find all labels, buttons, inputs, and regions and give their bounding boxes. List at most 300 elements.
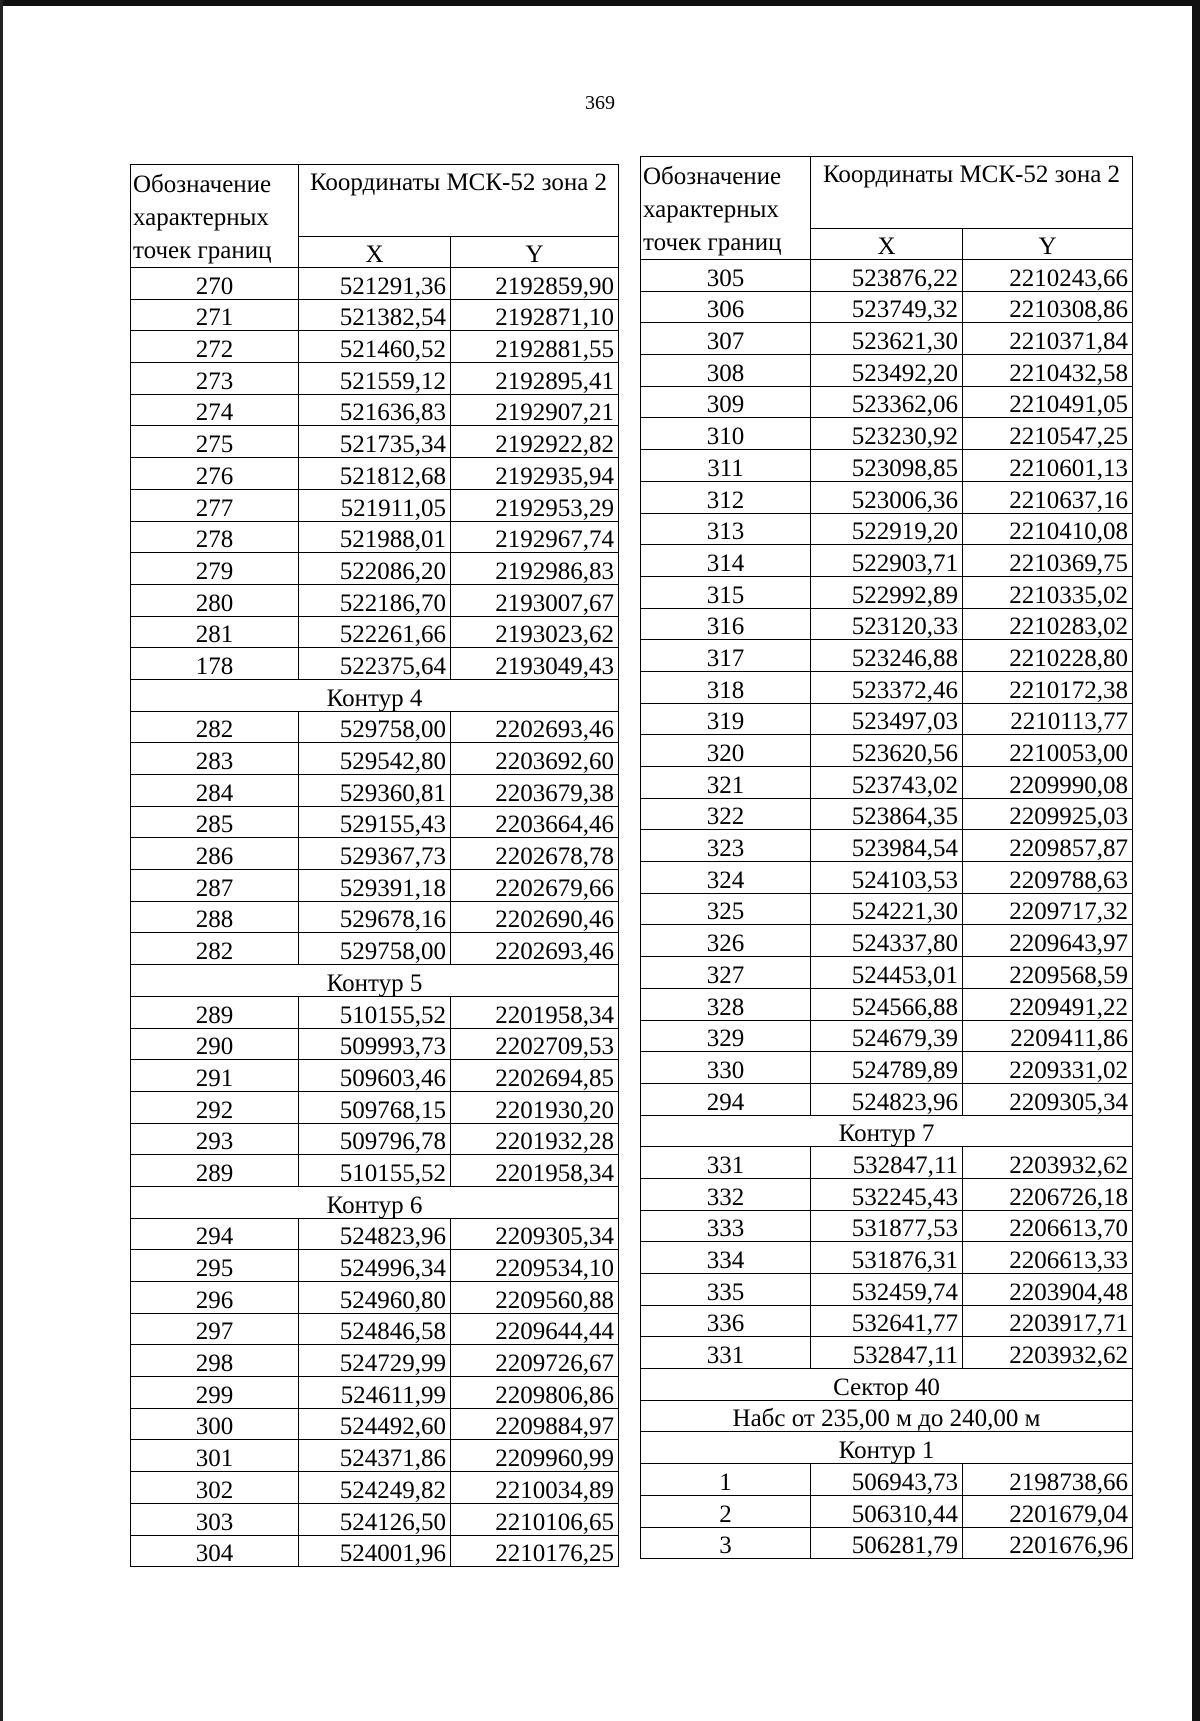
scan-border-left: [0, 0, 3, 1721]
header-label: Обозначение характерных точек границ: [641, 157, 811, 260]
coord-y: 2209884,97: [451, 1408, 619, 1440]
section-row: [641, 1115, 1133, 1147]
coord-x: 510155,52: [299, 996, 451, 1028]
header-y: Y: [451, 237, 619, 268]
point-id: 316: [641, 608, 811, 640]
coord-x: 524611,99: [299, 1377, 451, 1409]
section-row: [131, 679, 619, 711]
coord-y: 2203679,38: [451, 775, 619, 807]
coord-y: 2198738,66: [963, 1464, 1133, 1496]
coord-y: 2210308,86: [963, 291, 1133, 323]
point-id: 286: [131, 838, 299, 870]
coord-x: 521559,12: [299, 363, 451, 395]
coord-x: 529155,43: [299, 806, 451, 838]
coord-y: 2192967,74: [451, 521, 619, 553]
table-row: [641, 608, 1133, 640]
table-row: [131, 331, 619, 363]
point-id: 315: [641, 576, 811, 608]
coordinates-table-left: [130, 164, 619, 1567]
coord-y: 2201679,04: [963, 1495, 1133, 1527]
table-row: [131, 775, 619, 807]
point-id: 292: [131, 1091, 299, 1123]
coord-x: 521291,36: [299, 268, 451, 300]
table-row: [641, 1305, 1133, 1337]
header-y: Y: [963, 229, 1133, 260]
table-row: [641, 291, 1133, 323]
point-id: 319: [641, 703, 811, 735]
point-id: 328: [641, 988, 811, 1020]
coord-y: 2210547,25: [963, 418, 1133, 450]
point-id: 325: [641, 893, 811, 925]
point-id: 294: [641, 1083, 811, 1115]
coord-y: 2203692,60: [451, 743, 619, 775]
point-id: 282: [131, 711, 299, 743]
table-row: [641, 703, 1133, 735]
table-row: [131, 870, 619, 902]
section-row: [131, 1186, 619, 1218]
table-row: [131, 616, 619, 648]
coord-x: 522086,20: [299, 553, 451, 585]
coord-x: 523362,06: [811, 386, 963, 418]
coord-y: 2203932,62: [963, 1147, 1133, 1179]
point-id: 285: [131, 806, 299, 838]
point-id: 312: [641, 481, 811, 513]
coord-y: 2209331,02: [963, 1052, 1133, 1084]
table-body-right: [641, 260, 1133, 1559]
point-id: 309: [641, 386, 811, 418]
table-row: [131, 933, 619, 965]
coord-y: 2202694,85: [451, 1060, 619, 1092]
coord-y: 2209568,59: [963, 957, 1133, 989]
coord-x: 523120,33: [811, 608, 963, 640]
coord-x: 524960,80: [299, 1282, 451, 1314]
scan-border-right: [1192, 0, 1200, 1721]
coord-x: 522903,71: [811, 545, 963, 577]
table-row: [131, 838, 619, 870]
table-row: [131, 1155, 619, 1187]
point-id: 321: [641, 767, 811, 799]
table-row: [131, 553, 619, 585]
point-id: 290: [131, 1028, 299, 1060]
coord-y: 2210113,77: [963, 703, 1133, 735]
coord-y: 2202693,46: [451, 711, 619, 743]
table-row: [641, 450, 1133, 482]
coord-x: 509993,73: [299, 1028, 451, 1060]
coord-x: 523621,30: [811, 323, 963, 355]
point-id: 306: [641, 291, 811, 323]
coord-x: 521988,01: [299, 521, 451, 553]
coord-y: 2192881,55: [451, 331, 619, 363]
coord-y: 2202690,46: [451, 901, 619, 933]
coord-x: 524126,50: [299, 1503, 451, 1535]
point-id: 333: [641, 1210, 811, 1242]
point-id: 291: [131, 1060, 299, 1092]
table-row: [641, 830, 1133, 862]
point-id: 331: [641, 1337, 811, 1369]
table-row: [131, 268, 619, 300]
table-row: [641, 1527, 1133, 1559]
coordinates-table-right: [640, 156, 1133, 1559]
point-id: 294: [131, 1218, 299, 1250]
table-row: [131, 1091, 619, 1123]
coord-x: 506310,44: [811, 1495, 963, 1527]
point-id: 300: [131, 1408, 299, 1440]
point-id: 273: [131, 363, 299, 395]
table-row: [641, 640, 1133, 672]
point-id: 293: [131, 1123, 299, 1155]
table-row: [131, 996, 619, 1028]
point-id: 289: [131, 1155, 299, 1187]
table-row: [641, 767, 1133, 799]
table-row: [641, 862, 1133, 894]
point-id: 324: [641, 862, 811, 894]
point-id: 287: [131, 870, 299, 902]
coord-x: 523246,88: [811, 640, 963, 672]
coord-y: 2210172,38: [963, 671, 1133, 703]
point-id: 283: [131, 743, 299, 775]
coord-y: 2203904,48: [963, 1274, 1133, 1306]
coord-y: 2193023,62: [451, 616, 619, 648]
table-row: [641, 1242, 1133, 1274]
coord-y: 2206613,33: [963, 1242, 1133, 1274]
coord-x: 509768,15: [299, 1091, 451, 1123]
coord-y: 2203917,71: [963, 1305, 1133, 1337]
coord-x: 521382,54: [299, 299, 451, 331]
coord-y: 2202709,53: [451, 1028, 619, 1060]
table-row: [131, 1440, 619, 1472]
coord-y: 2201958,34: [451, 1155, 619, 1187]
point-id: 336: [641, 1305, 811, 1337]
coord-y: 2210034,89: [451, 1472, 619, 1504]
table-row: [131, 1218, 619, 1250]
table-row: [131, 458, 619, 490]
table-row: [641, 513, 1133, 545]
table-row: [131, 394, 619, 426]
coord-x: 529367,73: [299, 838, 451, 870]
coord-x: 532459,74: [811, 1274, 963, 1306]
table-row: [641, 798, 1133, 830]
coord-x: 521911,05: [299, 489, 451, 521]
coord-x: 529678,16: [299, 901, 451, 933]
coord-x: 521735,34: [299, 426, 451, 458]
table-row: [641, 1274, 1133, 1306]
point-id: 299: [131, 1377, 299, 1409]
header-coords: Координаты МСК-52 зона 2: [299, 165, 619, 237]
coord-y: 2192922,82: [451, 426, 619, 458]
table-row: [641, 386, 1133, 418]
coord-y: 2210106,65: [451, 1503, 619, 1535]
point-id: 297: [131, 1313, 299, 1345]
table-row: [131, 743, 619, 775]
coord-x: 523497,03: [811, 703, 963, 735]
scan-border-top: [0, 0, 1200, 6]
table-row: [641, 323, 1133, 355]
header-x: X: [299, 237, 451, 268]
coord-x: 521812,68: [299, 458, 451, 490]
coord-y: 2192986,83: [451, 553, 619, 585]
coord-y: 2209643,97: [963, 925, 1133, 957]
point-id: 329: [641, 1020, 811, 1052]
point-id: 3: [641, 1527, 811, 1559]
point-id: 272: [131, 331, 299, 363]
table-row: [131, 1282, 619, 1314]
point-id: 320: [641, 735, 811, 767]
coord-y: 2209806,86: [451, 1377, 619, 1409]
point-id: 279: [131, 553, 299, 585]
section-row: [641, 1369, 1133, 1401]
table-row: [131, 1472, 619, 1504]
table-row: [641, 957, 1133, 989]
section-row: [131, 965, 619, 997]
point-id: 277: [131, 489, 299, 521]
coord-y: 2210369,75: [963, 545, 1133, 577]
coord-x: 509796,78: [299, 1123, 451, 1155]
point-id: 310: [641, 418, 811, 450]
table-row: [131, 1503, 619, 1535]
coord-y: 2210053,00: [963, 735, 1133, 767]
point-id: 331: [641, 1147, 811, 1179]
coord-y: 2202678,78: [451, 838, 619, 870]
point-id: 305: [641, 260, 811, 292]
coord-y: 2210176,25: [451, 1535, 619, 1567]
header-x: X: [811, 229, 963, 260]
coord-y: 2210283,02: [963, 608, 1133, 640]
coord-x: 523876,22: [811, 260, 963, 292]
coord-y: 2210228,80: [963, 640, 1133, 672]
table-row: [131, 426, 619, 458]
coord-x: 521636,83: [299, 394, 451, 426]
point-id: 323: [641, 830, 811, 862]
table-row: [641, 1020, 1133, 1052]
coord-y: 2210432,58: [963, 355, 1133, 387]
coord-y: 2209717,32: [963, 893, 1133, 925]
coord-y: 2192935,94: [451, 458, 619, 490]
table-row: [131, 1345, 619, 1377]
coord-y: 2209305,34: [451, 1218, 619, 1250]
coord-y: 2192871,10: [451, 299, 619, 331]
coord-y: 2193007,67: [451, 584, 619, 616]
table-row: [131, 806, 619, 838]
coord-x: 523749,32: [811, 291, 963, 323]
table-row: [641, 355, 1133, 387]
table-row: [131, 648, 619, 680]
table-row: [131, 901, 619, 933]
table-row: [131, 1313, 619, 1345]
point-id: 282: [131, 933, 299, 965]
table-row: [131, 1535, 619, 1567]
point-id: 284: [131, 775, 299, 807]
coord-x: 523984,54: [811, 830, 963, 862]
table-row: [641, 988, 1133, 1020]
coord-y: 2192859,90: [451, 268, 619, 300]
coord-y: 2201930,20: [451, 1091, 619, 1123]
point-id: 271: [131, 299, 299, 331]
table-row: [131, 1123, 619, 1155]
coord-y: 2209788,63: [963, 862, 1133, 894]
coord-x: 524729,99: [299, 1345, 451, 1377]
coord-x: 523372,46: [811, 671, 963, 703]
coord-x: 524823,96: [811, 1083, 963, 1115]
table-body-left: [131, 268, 619, 1567]
coord-x: 523230,92: [811, 418, 963, 450]
point-id: 280: [131, 584, 299, 616]
coord-x: 524996,34: [299, 1250, 451, 1282]
point-id: 275: [131, 426, 299, 458]
coord-y: 2209726,67: [451, 1345, 619, 1377]
coord-y: 2210491,05: [963, 386, 1133, 418]
coord-y: 2209857,87: [963, 830, 1133, 862]
coord-x: 523864,35: [811, 798, 963, 830]
coord-y: 2203932,62: [963, 1337, 1133, 1369]
table-row: [131, 1028, 619, 1060]
point-id: 301: [131, 1440, 299, 1472]
point-id: 307: [641, 323, 811, 355]
coord-x: 509603,46: [299, 1060, 451, 1092]
coord-y: 2209644,44: [451, 1313, 619, 1345]
coord-x: 524249,82: [299, 1472, 451, 1504]
coord-x: 529758,00: [299, 933, 451, 965]
coord-x: 510155,52: [299, 1155, 451, 1187]
coord-y: 2209411,86: [963, 1020, 1133, 1052]
table-row: [131, 489, 619, 521]
table-row: [131, 711, 619, 743]
table-row: [641, 1147, 1133, 1179]
coord-x: 524103,53: [811, 862, 963, 894]
coord-x: 524492,60: [299, 1408, 451, 1440]
coord-y: 2193049,43: [451, 648, 619, 680]
coord-x: 522375,64: [299, 648, 451, 680]
point-id: 326: [641, 925, 811, 957]
coord-y: 2209491,22: [963, 988, 1133, 1020]
table-row: [641, 893, 1133, 925]
coord-x: 522992,89: [811, 576, 963, 608]
coord-y: 2202693,46: [451, 933, 619, 965]
coord-x: 531877,53: [811, 1210, 963, 1242]
table-row: [131, 1060, 619, 1092]
point-id: 270: [131, 268, 299, 300]
section-row: [641, 1400, 1133, 1432]
coord-x: 529360,81: [299, 775, 451, 807]
point-id: 313: [641, 513, 811, 545]
point-id: 330: [641, 1052, 811, 1084]
point-id: 335: [641, 1274, 811, 1306]
coord-y: 2201676,96: [963, 1527, 1133, 1559]
point-id: 334: [641, 1242, 811, 1274]
table-row: [641, 1083, 1133, 1115]
table-row: [641, 1495, 1133, 1527]
table-row: [641, 1052, 1133, 1084]
coord-y: 2209925,03: [963, 798, 1133, 830]
table-row: [641, 260, 1133, 292]
table-row: [131, 363, 619, 395]
coord-y: 2202679,66: [451, 870, 619, 902]
coord-x: 524371,86: [299, 1440, 451, 1472]
coord-x: 531876,31: [811, 1242, 963, 1274]
table-row: [641, 1178, 1133, 1210]
coord-y: 2209990,08: [963, 767, 1133, 799]
coord-x: 521460,52: [299, 331, 451, 363]
coord-x: 524453,01: [811, 957, 963, 989]
section-title: Контур 4: [131, 679, 619, 711]
coord-x: 529758,00: [299, 711, 451, 743]
table-row: [641, 1464, 1133, 1496]
point-id: 327: [641, 957, 811, 989]
point-id: 2: [641, 1495, 811, 1527]
coord-x: 524566,88: [811, 988, 963, 1020]
coord-x: 506943,73: [811, 1464, 963, 1496]
point-id: 311: [641, 450, 811, 482]
point-id: 278: [131, 521, 299, 553]
coord-x: 523006,36: [811, 481, 963, 513]
coord-x: 506281,79: [811, 1527, 963, 1559]
coord-y: 2192895,41: [451, 363, 619, 395]
coord-y: 2210601,13: [963, 450, 1133, 482]
point-id: 276: [131, 458, 299, 490]
table-row: [641, 418, 1133, 450]
table-row: [641, 925, 1133, 957]
table-row: [131, 1250, 619, 1282]
coord-x: 523492,20: [811, 355, 963, 387]
section-row: [641, 1432, 1133, 1464]
coord-y: 2206726,18: [963, 1178, 1133, 1210]
coord-x: 522261,66: [299, 616, 451, 648]
coord-y: 2192907,21: [451, 394, 619, 426]
page-number: 369: [585, 92, 615, 114]
coord-y: 2210243,66: [963, 260, 1133, 292]
coord-x: 532847,11: [811, 1337, 963, 1369]
coord-x: 529391,18: [299, 870, 451, 902]
coord-y: 2210371,84: [963, 323, 1133, 355]
point-id: 314: [641, 545, 811, 577]
table-row: [131, 584, 619, 616]
coord-y: 2206613,70: [963, 1210, 1133, 1242]
point-id: 178: [131, 648, 299, 680]
coord-y: 2201932,28: [451, 1123, 619, 1155]
coord-y: 2209305,34: [963, 1083, 1133, 1115]
coord-y: 2209960,99: [451, 1440, 619, 1472]
coord-y: 2210637,16: [963, 481, 1133, 513]
point-id: 322: [641, 798, 811, 830]
coord-x: 523743,02: [811, 767, 963, 799]
coord-x: 524679,39: [811, 1020, 963, 1052]
point-id: 302: [131, 1472, 299, 1504]
coord-x: 522919,20: [811, 513, 963, 545]
table-row: [641, 735, 1133, 767]
coord-x: 522186,70: [299, 584, 451, 616]
coord-y: 2209560,88: [451, 1282, 619, 1314]
point-id: 304: [131, 1535, 299, 1567]
coord-x: 524846,58: [299, 1313, 451, 1345]
coord-y: 2210410,08: [963, 513, 1133, 545]
coord-x: 523620,56: [811, 735, 963, 767]
coord-y: 2210335,02: [963, 576, 1133, 608]
coord-x: 524001,96: [299, 1535, 451, 1567]
point-id: 1: [641, 1464, 811, 1496]
coord-x: 524823,96: [299, 1218, 451, 1250]
table-row: [641, 576, 1133, 608]
coord-y: 2209534,10: [451, 1250, 619, 1282]
point-id: 332: [641, 1178, 811, 1210]
section-title: Контур 1: [641, 1432, 1133, 1464]
table-row: [641, 1210, 1133, 1242]
coord-y: 2201958,34: [451, 996, 619, 1028]
point-id: 289: [131, 996, 299, 1028]
coord-y: 2203664,46: [451, 806, 619, 838]
table-row: [641, 481, 1133, 513]
table-row: [641, 671, 1133, 703]
coord-x: 532847,11: [811, 1147, 963, 1179]
header-coords: Координаты МСК-52 зона 2: [811, 157, 1133, 229]
